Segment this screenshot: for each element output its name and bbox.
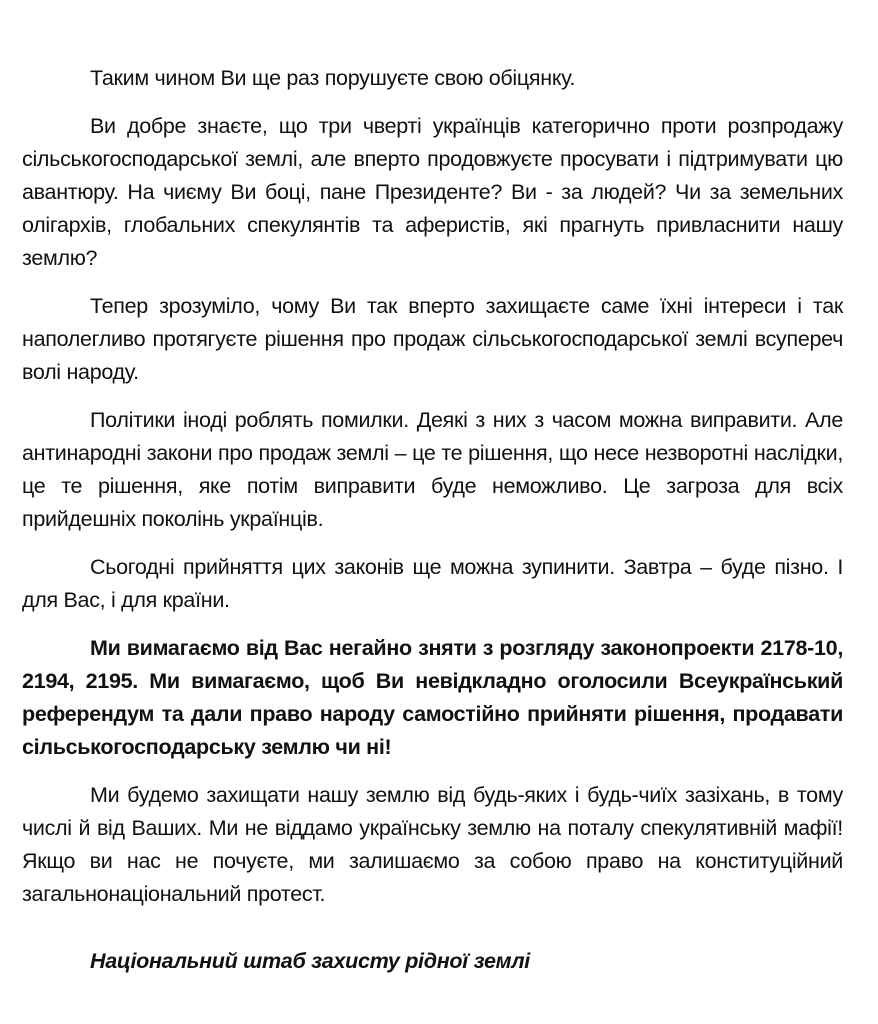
paragraph-irreversible-mistakes: Політики іноді роблять помилки. Деякі з них з часом можна виправити. Але антинародні закони про продаж землі – це те рішення, що несе незворотні наслідки, це те рішення, яке потім виправити буде неможливо. Це загроза для всіх прийдешніх поколінь українців. bbox=[22, 408, 843, 531]
paragraph-three-quarters-against: Ви добре знаєте, що три чверті українців категорично проти розпродажу сільськогосподарської землі, але вперто продовжуєте просувати і підтримувати цю авантюру. На чиєму Ви боці, пане Президенте? Ви - за людей? Чи за земельних олігархів, глобальних спекулянтів та аферистів, які прагнуть привласнити нашу землю? bbox=[22, 114, 843, 270]
paragraph-demands-bold: Ми вимагаємо від Вас негайно зняти з розгляду законопроекти 2178-10, 2194, 2195. Ми вимагаємо, щоб Ви невідкладно оголосили Всеукраїнський референдум та дали право народу самостійно прийняти рішення, продавати сільськогосподарську землю чи ні! bbox=[22, 636, 843, 759]
paragraph-broken-promise: Таким чином Ви ще раз порушуєте свою обіцянку. bbox=[90, 66, 576, 90]
signature-line: Національний штаб захисту рідної землі bbox=[90, 949, 530, 973]
paragraph-whose-interests: Тепер зрозуміло, чому Ви так вперто захищаєте саме їхні інтереси і так наполегливо протягуєте рішення про продаж сільськогосподарської землі всупереч волі народу. bbox=[22, 294, 843, 384]
paragraph-stop-today: Сьогодні прийняття цих законів ще можна зупинити. Завтра – буде пізно. І для Вас, і для країни. bbox=[22, 555, 843, 612]
paragraph-defend-land: Ми будемо захищати нашу землю від будь-яких і будь-чиїх зазіхань, в тому числі й від Ваших. Ми не віддамо українську землю на поталу спекулятивній мафії! Якщо ви нас не почуєте, ми залишаємо за собою право на конституційний загальнонаціональний протест. bbox=[22, 783, 843, 906]
